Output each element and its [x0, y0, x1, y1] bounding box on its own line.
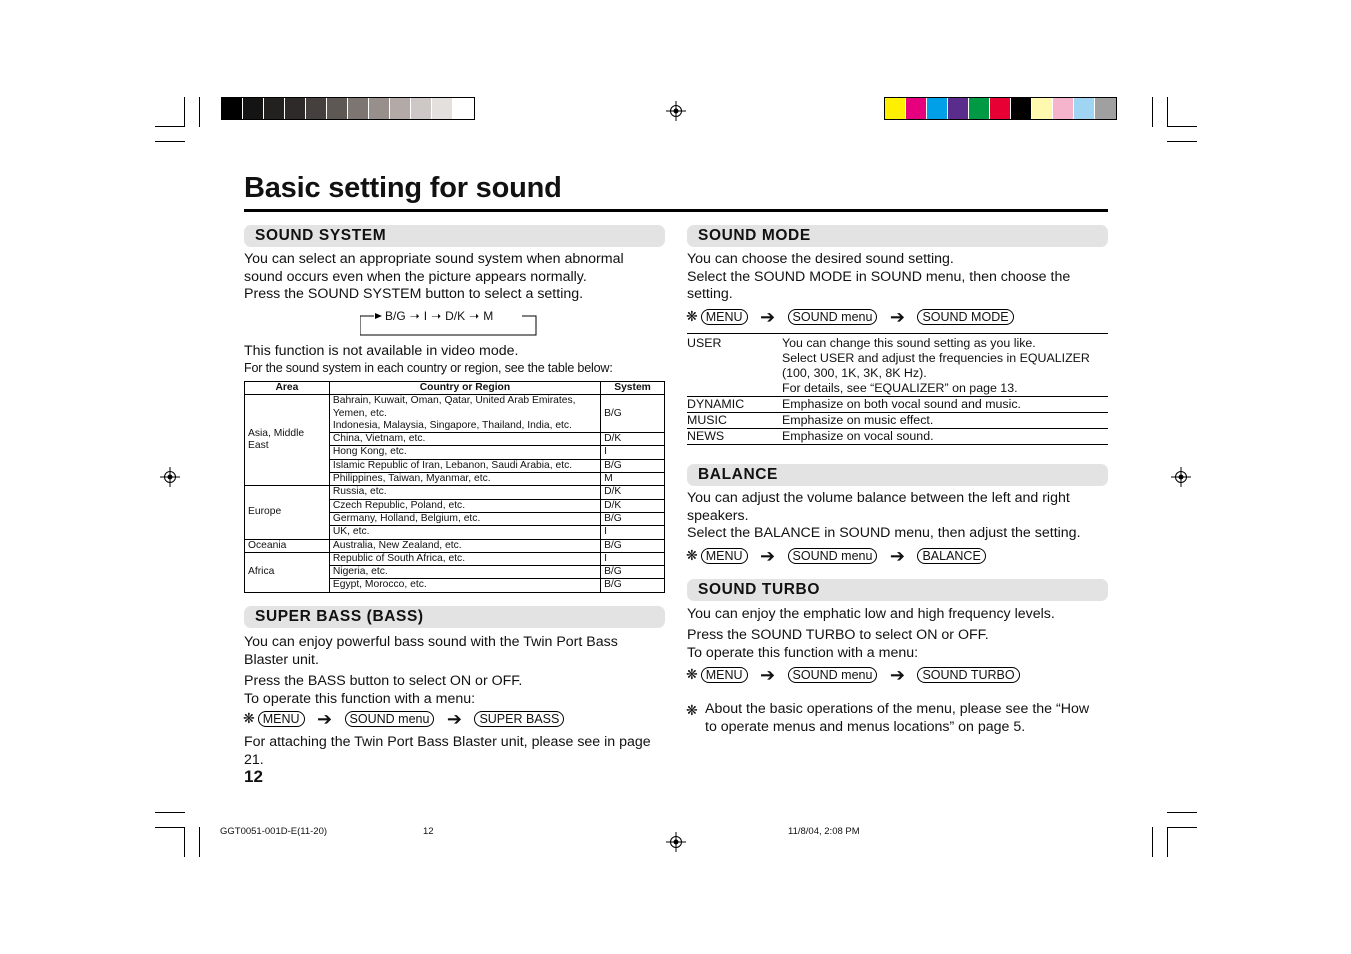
system-cell: D/K	[601, 486, 665, 499]
sound-menu-label: SOUND menu	[345, 711, 435, 727]
balance-line: You can adjust the volume balance between the left and right	[687, 490, 1070, 506]
sound-mode-line: Select the SOUND MODE in SOUND menu, then choose the	[687, 268, 1071, 285]
color-swatch	[348, 98, 369, 119]
crop-mark	[1167, 827, 1168, 857]
color-swatch	[411, 98, 432, 119]
color-swatch	[369, 98, 390, 119]
balance-menu-path	[686, 547, 986, 564]
color-swatch	[969, 98, 990, 119]
system-cell: B/G	[601, 566, 665, 579]
mode-name: MUSIC	[687, 413, 727, 427]
region-cell: China, Vietnam, etc.	[329, 433, 600, 446]
table-header: System	[601, 382, 665, 395]
region-cell: Australia, New Zealand, etc.	[329, 539, 600, 552]
sound-mode-heading: SOUND MODE	[687, 225, 1108, 247]
sound-menu-label: SOUND menu	[788, 667, 878, 683]
arrow-right-icon: ➔	[889, 664, 905, 685]
menu-operations-note	[705, 701, 1089, 736]
area-cell: Africa	[245, 552, 330, 592]
color-swatch	[927, 98, 948, 119]
super-bass-menu-label: SUPER BASS	[474, 711, 564, 727]
mode-description-line: Select USER and adjust the frequencies in EQUALIZER	[782, 351, 1090, 365]
mode-description-line: For details, see “EQUALIZER” on page 13.	[782, 381, 1018, 395]
crop-mark	[1152, 97, 1153, 127]
color-swatch	[948, 98, 969, 119]
area-cell: Oceania	[245, 539, 330, 552]
cycle-step: D/K	[445, 309, 466, 323]
arrow-right-icon: ➔	[889, 306, 905, 327]
sound-system-line: Press the SOUND SYSTEM button to select a setting.	[244, 286, 584, 303]
system-cell: I	[601, 526, 665, 539]
color-swatch	[285, 98, 306, 119]
color-swatch	[243, 98, 264, 119]
region-cell: Republic of South Africa, etc.	[329, 552, 600, 565]
menu-button-label: MENU	[701, 309, 748, 325]
color-swatch	[990, 98, 1011, 119]
table-row	[245, 552, 665, 565]
footer-date: 11/8/04, 2:08 PM	[788, 826, 860, 837]
arrow-right-icon: ➔	[760, 545, 776, 566]
crop-mark	[1167, 126, 1197, 127]
color-swatch	[453, 98, 474, 119]
crop-mark	[1167, 97, 1168, 127]
sound-turbo-line: Press the SOUND TURBO to select ON or OFF.	[687, 627, 989, 643]
table-row	[245, 486, 665, 499]
arrow-right-icon: ➔	[760, 664, 776, 685]
registration-mark-icon	[666, 101, 686, 121]
arrow-right-icon: ➔	[317, 708, 333, 729]
menu-button-label: MENU	[258, 711, 305, 727]
sound-mode-line: You can choose the desired sound setting.	[687, 251, 954, 267]
crop-mark	[1167, 827, 1197, 828]
cycle-step: I	[423, 309, 428, 323]
sound-mode-menu-label: SOUND MODE	[917, 309, 1013, 325]
asterisk-icon: ❋	[243, 710, 255, 726]
mode-name: NEWS	[687, 429, 725, 443]
region-cell: Russia, etc.	[329, 486, 600, 499]
mode-description-line: You can change this sound setting as you like.	[782, 336, 1036, 350]
page-number: 12	[244, 767, 263, 786]
system-cell: M	[601, 473, 665, 486]
table-row	[245, 395, 665, 433]
table-row	[687, 413, 1108, 429]
system-cell: B/G	[601, 579, 665, 592]
sound-turbo-heading: SOUND TURBO	[687, 579, 1108, 601]
region-cell: Nigeria, etc.	[329, 566, 600, 579]
color-swatch	[885, 98, 906, 119]
asterisk-icon: ❋	[686, 308, 698, 324]
region-cell: UK, etc.	[329, 526, 600, 539]
balance-line: speakers.	[687, 507, 749, 524]
color-swatch	[327, 98, 348, 119]
table-row	[687, 429, 1108, 445]
note-line: to operate menus and menus locations” on page 5.	[705, 718, 1026, 735]
registration-mark-icon	[666, 832, 686, 852]
registration-mark-icon	[1171, 467, 1191, 487]
mode-description: Emphasize on both vocal sound and music.	[782, 397, 1022, 411]
color-swatch	[1011, 98, 1032, 119]
sound-system-heading: SOUND SYSTEM	[244, 225, 665, 247]
system-cell: B/G	[601, 395, 665, 433]
table-header: Area	[245, 382, 330, 395]
balance-intro	[687, 490, 1081, 543]
sound-system-cycle-diagram	[360, 308, 538, 338]
color-swatch	[432, 98, 453, 119]
color-swatch	[1032, 98, 1053, 119]
super-bass-menu-path	[243, 710, 564, 727]
arrow-right-icon: ➝	[469, 309, 480, 323]
sound-mode-table	[687, 333, 1108, 445]
crop-mark	[199, 827, 200, 857]
crop-mark	[199, 97, 200, 127]
cycle-steps	[385, 309, 493, 323]
menu-button-label: MENU	[701, 548, 748, 564]
super-bass-line: Blaster unit.	[244, 651, 319, 668]
sound-system-line: sound occurs even when the picture appears normally.	[244, 268, 587, 285]
system-cell: B/G	[601, 459, 665, 472]
arrow-right-icon: ➔	[760, 306, 776, 327]
mode-name: USER	[687, 336, 722, 350]
mode-name: DYNAMIC	[687, 397, 745, 411]
crop-mark	[1167, 812, 1197, 813]
crop-mark	[155, 141, 185, 142]
color-swatch	[306, 98, 327, 119]
crop-mark	[184, 827, 185, 857]
super-bass-line: Press the BASS button to select ON or OFF.	[244, 673, 523, 689]
super-bass-intro	[244, 634, 618, 669]
sound-mode-intro	[687, 251, 1070, 304]
mode-description: Emphasize on vocal sound.	[782, 429, 934, 443]
grayscale-color-bar	[221, 97, 475, 120]
color-swatch	[264, 98, 285, 119]
sound-system-line: You can select an appropriate sound system when abnormal	[244, 251, 624, 267]
super-bass-heading: SUPER BASS (BASS)	[244, 606, 665, 628]
footer-page: 12	[423, 826, 434, 837]
table-row	[245, 539, 665, 552]
registration-mark-icon	[160, 467, 180, 487]
region-cell: Philippines, Taiwan, Myanmar, etc.	[329, 473, 600, 486]
super-bass-line: To operate this function with a menu:	[244, 690, 476, 707]
sound-system-table	[244, 381, 665, 593]
crop-mark	[155, 812, 185, 813]
sound-menu-label: SOUND menu	[788, 309, 878, 325]
note-line: About the basic operations of the menu, please see the “How	[705, 701, 1090, 717]
asterisk-icon: ❋	[686, 547, 698, 563]
sound-turbo-line: You can enjoy the emphatic low and high frequency levels.	[687, 606, 1055, 622]
balance-menu-label: BALANCE	[917, 548, 985, 564]
sound-mode-line: setting.	[687, 286, 733, 303]
arrow-right-icon: ➝	[431, 309, 442, 323]
footer-file-name: GGT0051-001D-E(11-20)	[220, 826, 328, 837]
region-cell: Islamic Republic of Iran, Lebanon, Saudi Arabia, etc.	[329, 459, 600, 472]
super-bass-line: You can enjoy powerful bass sound with the Twin Port Bass	[244, 634, 618, 650]
mode-description: Emphasize on music effect.	[782, 413, 934, 427]
title-rule	[244, 209, 1108, 212]
system-cell: D/K	[601, 499, 665, 512]
sound-system-intro	[244, 251, 624, 304]
region-cell: Germany, Holland, Belgium, etc.	[329, 512, 600, 525]
sound-mode-menu-path	[686, 308, 1014, 325]
system-cell: I	[601, 552, 665, 565]
cycle-step: M	[483, 309, 494, 323]
crop-mark	[1152, 827, 1153, 857]
region-cell: Hong Kong, etc.	[329, 446, 600, 459]
mode-description-line: (100, 300, 1K, 3K, 8K Hz).	[782, 366, 927, 380]
sound-turbo-instructions	[687, 627, 989, 662]
table-header: Country or Region	[329, 382, 600, 395]
super-bass-line: For attaching the Twin Port Bass Blaster unit, please see in page	[244, 734, 651, 750]
system-cell: I	[601, 446, 665, 459]
sound-menu-label: SOUND menu	[788, 548, 878, 564]
region-cell: Czech Republic, Poland, etc.	[329, 499, 600, 512]
sound-turbo-menu-path	[686, 666, 1020, 683]
color-swatch	[222, 98, 243, 119]
arrow-right-icon: ➝	[409, 309, 420, 323]
super-bass-line: 21.	[244, 751, 264, 768]
color-swatch	[906, 98, 927, 119]
color-swatch	[1095, 98, 1116, 119]
balance-heading: BALANCE	[687, 464, 1108, 486]
table-row	[687, 334, 1108, 397]
color-swatch	[1053, 98, 1074, 119]
table-intro: For the sound system in each country or region, see the table below:	[244, 361, 613, 375]
system-cell: B/G	[601, 512, 665, 525]
area-cell: Europe	[245, 486, 330, 539]
sound-turbo-line: To operate this function with a menu:	[687, 644, 919, 661]
mode-description	[782, 336, 1108, 396]
crop-mark	[155, 126, 185, 127]
super-bass-instructions	[244, 673, 522, 708]
color-swatch	[1074, 98, 1095, 119]
arrow-right-icon: ➔	[889, 545, 905, 566]
crop-mark	[155, 827, 185, 828]
region-cell: Bahrain, Kuwait, Oman, Qatar, United Arab Emirates, Yemen, etc. Indonesia, Malaysia, Singapore, Thailand, India, etc.	[329, 395, 600, 433]
sound-turbo-menu-label: SOUND TURBO	[917, 667, 1019, 683]
area-cell: Asia, Middle East	[245, 395, 330, 486]
balance-line: Select the BALANCE in SOUND menu, then adjust the setting.	[687, 525, 1081, 542]
arrow-right-icon: ➔	[446, 708, 462, 729]
color-swatch	[390, 98, 411, 119]
cycle-step: B/G	[385, 309, 406, 323]
system-cell: D/K	[601, 433, 665, 446]
video-mode-note: This function is not available in video mode.	[244, 343, 519, 359]
system-cell: B/G	[601, 539, 665, 552]
page-title: Basic setting for sound	[244, 172, 562, 204]
table-header-row	[245, 382, 665, 395]
region-cell: Egypt, Morocco, etc.	[329, 579, 600, 592]
menu-button-label: MENU	[701, 667, 748, 683]
crop-mark	[184, 97, 185, 127]
table-row	[687, 397, 1108, 413]
process-color-bar	[884, 97, 1117, 120]
asterisk-icon: ❋	[686, 666, 698, 682]
super-bass-attach-note	[244, 734, 651, 769]
crop-mark	[1167, 141, 1197, 142]
asterisk-icon: ❋	[686, 702, 698, 718]
